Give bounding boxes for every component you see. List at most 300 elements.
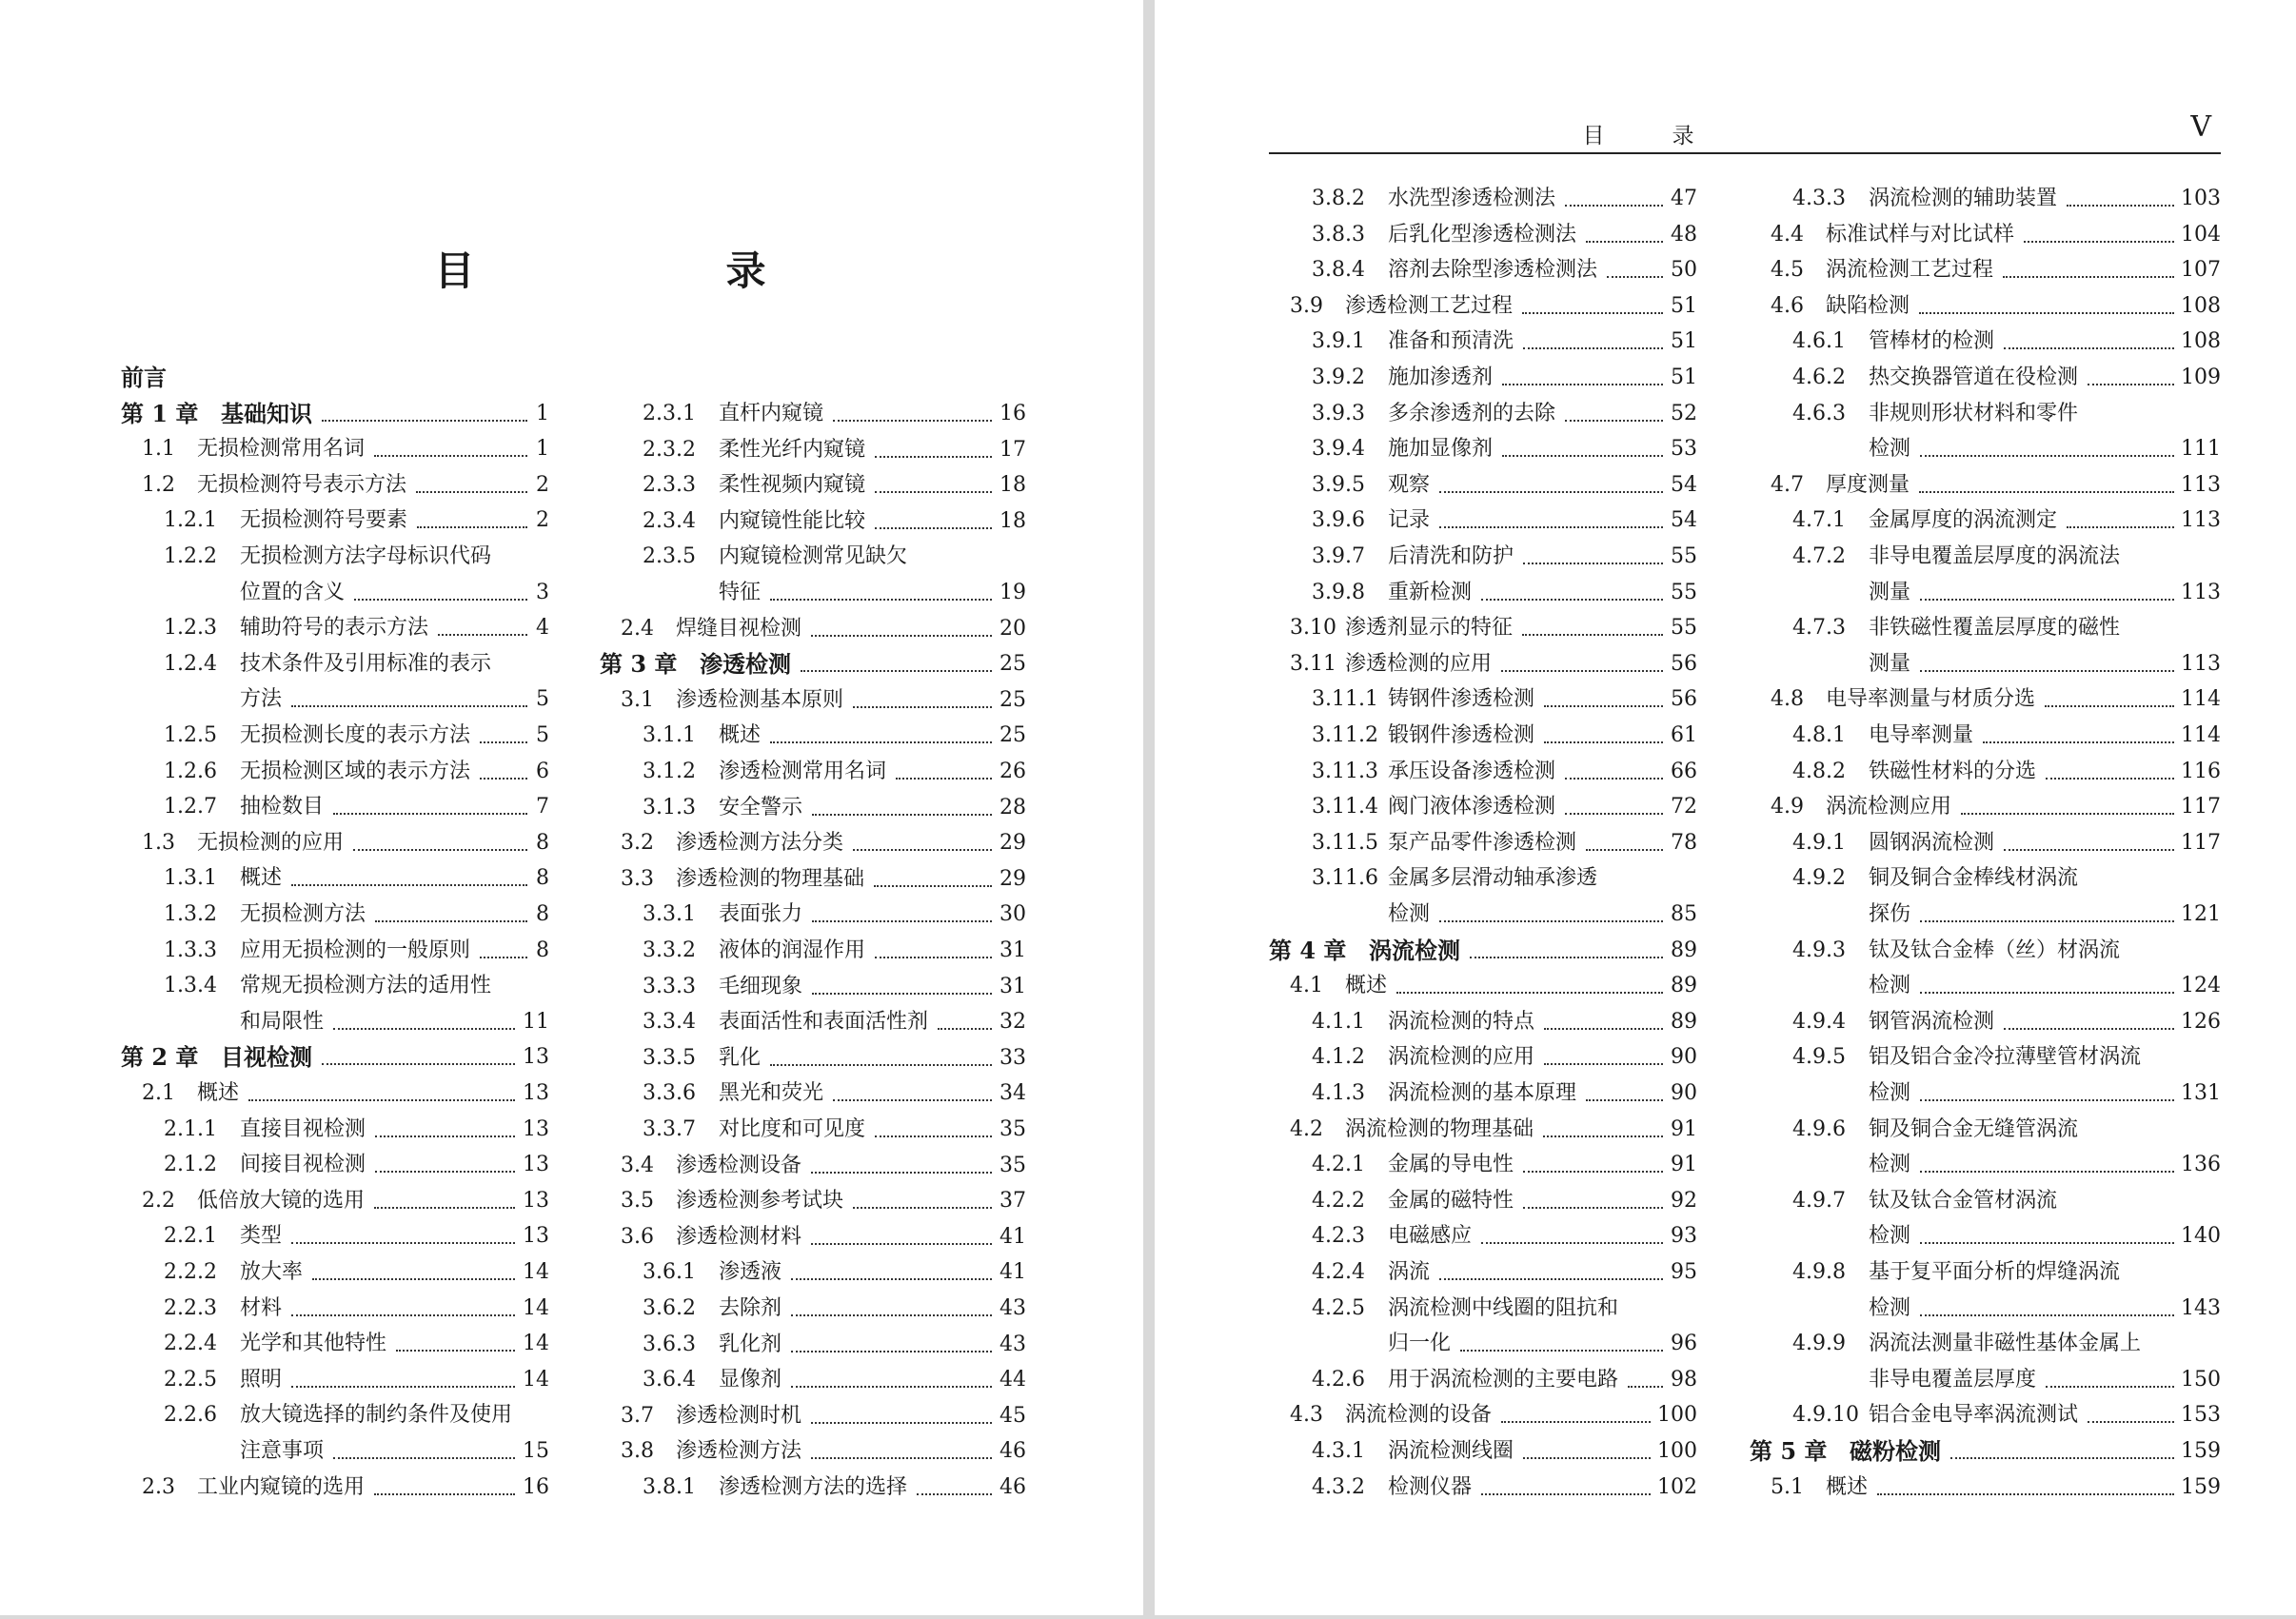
toc-entry-title: 类型 bbox=[240, 1224, 283, 1249]
toc-entry-title: 无损检测的应用 bbox=[197, 830, 345, 855]
toc-entry-title: 标准试样与对比试样 bbox=[1826, 222, 2015, 247]
toc-entry-page: 25 bbox=[1000, 652, 1026, 677]
toc-entry-page: 18 bbox=[1000, 473, 1026, 498]
toc-entry-number: 4.9 bbox=[1771, 795, 1804, 819]
toc-entry-title: 检测 bbox=[1869, 974, 1911, 998]
running-head-title: 目 录 bbox=[1582, 124, 1717, 148]
toc-entry[interactable] bbox=[1750, 1218, 2221, 1254]
toc-entry-page: 1 bbox=[536, 437, 549, 462]
toc-entry-number: 1.2.7 bbox=[164, 795, 217, 819]
toc-entry-page: 4 bbox=[536, 616, 549, 641]
toc-entry[interactable] bbox=[121, 1362, 549, 1397]
toc-entry-number: 3.5 bbox=[621, 1189, 654, 1214]
toc-entry-number: 2.3 bbox=[142, 1474, 175, 1499]
toc-entry-title: 涡流 bbox=[1388, 1260, 1431, 1284]
toc-entry-page: 102 bbox=[1657, 1474, 1697, 1499]
toc-entry-number: 第 1 章 bbox=[121, 399, 199, 427]
toc-entry-page: 121 bbox=[2181, 902, 2221, 926]
toc-entry-title: 检测 bbox=[1869, 1081, 1911, 1105]
toc-entry-page: 13 bbox=[523, 1153, 549, 1177]
toc-entry-title: 渗透剂显示的特征 bbox=[1345, 616, 1514, 641]
toc-entry[interactable] bbox=[1750, 1147, 2221, 1182]
toc-entry[interactable] bbox=[1269, 1470, 1697, 1505]
toc-entry-page: 48 bbox=[1671, 222, 1697, 247]
toc-entry-title: 记录 bbox=[1388, 508, 1431, 533]
toc-entry-title: 渗透检测的应用 bbox=[1345, 651, 1493, 676]
dot-leader bbox=[811, 600, 992, 637]
toc-entry-page: 30 bbox=[1000, 902, 1026, 927]
toc-entry[interactable] bbox=[1269, 1254, 1697, 1290]
toc-entry-number: 3.6.3 bbox=[643, 1332, 696, 1356]
toc-entry-number: 4.9.4 bbox=[1792, 1009, 1846, 1034]
toc-entry-title: 材料 bbox=[240, 1295, 283, 1320]
toc-entry-title: 基础知识 bbox=[221, 399, 312, 427]
toc-entry-page: 92 bbox=[1671, 1188, 1697, 1213]
dot-leader bbox=[1877, 1458, 2174, 1495]
toc-entry-page: 14 bbox=[523, 1332, 549, 1356]
toc-entry-number: 4.1.2 bbox=[1312, 1045, 1365, 1070]
toc-entry-title: 无损检测区域的表示方法 bbox=[240, 759, 471, 783]
toc-entry[interactable] bbox=[1750, 1076, 2221, 1111]
toc-entry-title: 渗透检测基本原则 bbox=[676, 687, 844, 712]
dot-leader bbox=[812, 779, 992, 816]
toc-entry-title: 观察 bbox=[1388, 472, 1431, 497]
toc-entry-number: 3.9.8 bbox=[1312, 580, 1365, 604]
toc-entry-title: 表面活性和表面活性剂 bbox=[719, 1010, 929, 1035]
toc-entry-title: 渗透检测 bbox=[700, 650, 791, 679]
toc-entry-number: 2.3.5 bbox=[643, 544, 696, 569]
toc-entry-title: 概述 bbox=[1826, 1474, 1869, 1499]
dot-leader bbox=[2046, 742, 2174, 780]
dot-leader bbox=[1501, 1386, 1651, 1423]
dot-leader bbox=[1983, 706, 2174, 743]
dot-leader bbox=[1439, 1243, 1663, 1280]
toc-entry-title: 涡流检测线圈 bbox=[1388, 1439, 1514, 1463]
toc-entry-number: 4.2.5 bbox=[1312, 1295, 1365, 1320]
toc-entry-page: 55 bbox=[1671, 616, 1697, 641]
dot-leader bbox=[1439, 885, 1663, 922]
toc-entry-page: 3 bbox=[536, 580, 549, 604]
dot-leader bbox=[1920, 563, 2174, 601]
toc-entry[interactable] bbox=[121, 503, 549, 538]
toc-entry-title: 电磁感应 bbox=[1388, 1224, 1473, 1249]
toc-entry-page: 104 bbox=[2181, 222, 2221, 247]
toc-entry-page: 56 bbox=[1671, 687, 1697, 712]
toc-entry-title: 柔性视频内窥镜 bbox=[719, 473, 866, 498]
toc-entry-title: 照明 bbox=[240, 1367, 283, 1392]
toc-entry-number: 3.11.5 bbox=[1312, 830, 1378, 855]
toc-entry-number: 3.9.4 bbox=[1312, 437, 1365, 462]
toc-entry-number: 4.8.1 bbox=[1792, 723, 1846, 747]
toc-entry-title: 概述 bbox=[240, 866, 283, 891]
dot-leader bbox=[1950, 1422, 2174, 1459]
toc-entry-page: 5 bbox=[536, 723, 549, 747]
toc-entry-number: 3.3.6 bbox=[643, 1081, 696, 1106]
toc-entry-title: 方法 bbox=[240, 687, 283, 712]
toc-entry-number: 4.9.9 bbox=[1792, 1332, 1846, 1356]
toc-entry-page: 47 bbox=[1671, 187, 1697, 210]
toc-entry-page: 56 bbox=[1671, 651, 1697, 676]
toc-entry-number: 4.3 bbox=[1290, 1403, 1323, 1428]
toc-entry-title: 间接目视检测 bbox=[240, 1153, 366, 1177]
dot-leader bbox=[248, 1064, 515, 1101]
toc-entry-number: 4.7.1 bbox=[1792, 508, 1846, 533]
toc-entry[interactable] bbox=[1750, 503, 2221, 538]
toc-entry-number: 2.2.1 bbox=[164, 1224, 217, 1249]
toc-entry-title: 渗透液 bbox=[719, 1260, 782, 1285]
toc-entry-title: 钛及钛合金棒（丝）材涡流 bbox=[1869, 938, 2121, 962]
toc-entry-page: 51 bbox=[1671, 329, 1697, 354]
toc-entry[interactable] bbox=[121, 610, 549, 645]
toc-entry-title: 渗透检测参考试块 bbox=[676, 1189, 844, 1214]
dot-leader bbox=[2067, 491, 2174, 528]
toc-entry-number: 第 5 章 bbox=[1750, 1437, 1828, 1465]
toc-entry[interactable] bbox=[1750, 1004, 2221, 1039]
toc-entry-number: 2.3.4 bbox=[643, 508, 696, 533]
toc-entry-number: 3.3.1 bbox=[643, 902, 696, 927]
dot-leader bbox=[2088, 348, 2174, 385]
dot-leader bbox=[312, 1243, 515, 1280]
toc-entry-number: 4.9.8 bbox=[1792, 1260, 1846, 1284]
toc-entry-title: 渗透检测设备 bbox=[676, 1153, 802, 1177]
toc-entry-number: 1.2.4 bbox=[164, 651, 217, 676]
toc-entry-number: 3.9.2 bbox=[1312, 365, 1365, 389]
toc-entry-page: 34 bbox=[1000, 1081, 1026, 1106]
toc-entry-page: 18 bbox=[1000, 508, 1026, 533]
toc-entry-page: 89 bbox=[1671, 974, 1697, 998]
toc-entry-page: 51 bbox=[1671, 293, 1697, 318]
toc-entry-number: 3.11.4 bbox=[1312, 795, 1378, 819]
toc-entry-page: 114 bbox=[2181, 723, 2221, 747]
toc-entry-number: 3.8.1 bbox=[643, 1475, 696, 1499]
toc-entry-page: 153 bbox=[2181, 1403, 2221, 1428]
toc-entry[interactable] bbox=[1750, 897, 2221, 932]
toc-entry-title: 检测 bbox=[1869, 1153, 1911, 1177]
toc-entry-title: 注意事项 bbox=[240, 1439, 325, 1463]
toc-entry-number: 3.6.1 bbox=[643, 1260, 696, 1285]
toc-entry-page: 2 bbox=[536, 508, 549, 533]
toc-entry-title: 渗透检测的物理基础 bbox=[676, 866, 865, 891]
toc-entry-page: 117 bbox=[2181, 795, 2221, 819]
dot-leader bbox=[291, 1207, 515, 1244]
toc-entry-number: 4.8 bbox=[1771, 687, 1804, 712]
toc-entry-number: 第 4 章 bbox=[1269, 936, 1347, 964]
toc-entry[interactable] bbox=[600, 1470, 1026, 1505]
dot-leader bbox=[1439, 456, 1663, 493]
toc-entry-page: 29 bbox=[1000, 831, 1026, 856]
toc-entry-page: 2 bbox=[536, 472, 549, 497]
toc-entry-title: 液体的润湿作用 bbox=[719, 938, 866, 962]
toc-entry-page: 100 bbox=[1657, 1439, 1697, 1463]
toc-entry-page: 31 bbox=[1000, 938, 1026, 962]
toc-entry-number: 1.2.2 bbox=[164, 544, 217, 568]
toc-entry-page: 126 bbox=[2181, 1009, 2221, 1034]
toc-entry[interactable] bbox=[1269, 825, 1697, 860]
dot-leader bbox=[812, 958, 992, 995]
toc-entry-number: 第 3 章 bbox=[600, 650, 678, 679]
toc-entry-number: 3.11.2 bbox=[1312, 723, 1378, 747]
dot-leader bbox=[770, 563, 992, 601]
toc-entry-page: 1 bbox=[536, 401, 549, 425]
toc-entry-number: 3.8.2 bbox=[1312, 187, 1365, 210]
toc-entry-title: 光学和其他特性 bbox=[240, 1332, 387, 1356]
toc-entry-page: 61 bbox=[1671, 723, 1697, 747]
toc-entry-number: 3.8 bbox=[621, 1439, 654, 1464]
dot-leader bbox=[791, 1279, 992, 1316]
toc-entry[interactable] bbox=[1750, 1291, 2221, 1326]
toc-entry-number: 1.1 bbox=[142, 437, 175, 462]
toc-entry-number: 3.11.1 bbox=[1312, 687, 1378, 712]
dot-leader bbox=[1920, 420, 2174, 457]
toc-entry-number: 4.6.1 bbox=[1792, 329, 1846, 354]
toc-entry-page: 117 bbox=[2181, 830, 2221, 855]
toc-entry-title: 低倍放大镜的选用 bbox=[197, 1188, 366, 1213]
dot-leader bbox=[1961, 778, 2174, 815]
toc-entry[interactable] bbox=[1750, 575, 2221, 610]
dot-leader bbox=[833, 385, 992, 422]
toc-entry-page: 108 bbox=[2181, 329, 2221, 354]
toc-entry-number: 4.6.3 bbox=[1792, 401, 1846, 425]
dot-leader bbox=[1523, 1422, 1651, 1459]
toc-entry-page: 124 bbox=[2181, 974, 2221, 998]
toc-entry-page: 55 bbox=[1671, 580, 1697, 604]
toc-entry-page: 14 bbox=[523, 1367, 549, 1392]
toc-entry-page: 28 bbox=[1000, 795, 1026, 819]
dot-leader bbox=[811, 1387, 992, 1424]
toc-entry-title: 厚度测量 bbox=[1826, 472, 1910, 497]
toc-entry-title: 测量 bbox=[1869, 651, 1911, 676]
toc-entry-number: 4.5 bbox=[1771, 258, 1804, 283]
toc-entry-title: 渗透检测时机 bbox=[676, 1403, 802, 1428]
toc-entry[interactable] bbox=[600, 503, 1026, 539]
toc-entry-number: 2.1.2 bbox=[164, 1153, 217, 1177]
toc-entry-number: 3.3.5 bbox=[643, 1045, 696, 1070]
dot-leader bbox=[1396, 957, 1663, 994]
toc-entry-title: 涡流检测 bbox=[1369, 936, 1460, 964]
toc-entry-title: 多余渗透剂的去除 bbox=[1388, 401, 1556, 425]
toc-entry-title: 无损检测符号要素 bbox=[240, 508, 408, 533]
dot-leader bbox=[2004, 814, 2174, 851]
toc-entry-number: 4.9.7 bbox=[1792, 1188, 1846, 1213]
toc-entry-page: 109 bbox=[2181, 365, 2221, 389]
toc-entry-title: 铜及铜合金无缝管涡流 bbox=[1869, 1116, 2079, 1141]
toc-entry-number: 4.1.3 bbox=[1312, 1081, 1365, 1105]
toc-entry-title: 溶剂去除型渗透检测法 bbox=[1388, 258, 1598, 283]
toc-entry-title: 非铁磁性覆盖层厚度的磁性 bbox=[1869, 616, 2121, 641]
toc-entry-title: 应用无损检测的一般原则 bbox=[240, 938, 471, 962]
toc-entry-number: 4.3.2 bbox=[1312, 1474, 1365, 1499]
toc-entry-title: 柔性光纤内窥镜 bbox=[719, 437, 866, 462]
toc-entry-number: 3.6 bbox=[621, 1224, 654, 1249]
toc-entry-number: 3.6.4 bbox=[643, 1368, 696, 1392]
toc-entry-number: 4.2 bbox=[1290, 1116, 1323, 1141]
toc-entry-number: 4.7 bbox=[1771, 472, 1804, 497]
toc-entry-page: 53 bbox=[1671, 437, 1697, 462]
toc-entry-page: 66 bbox=[1671, 759, 1697, 783]
dot-leader bbox=[291, 1351, 515, 1388]
page-title: 目 录 bbox=[434, 247, 823, 294]
toc-entry-page: 50 bbox=[1671, 258, 1697, 283]
dot-leader bbox=[1920, 1064, 2174, 1101]
toc-entry-title: 渗透检测方法分类 bbox=[676, 831, 844, 856]
toc-entry-page: 43 bbox=[1000, 1332, 1026, 1356]
toc-entry-title: 涡流检测的辅助装置 bbox=[1869, 187, 2058, 210]
dot-leader bbox=[811, 1136, 992, 1174]
toc-entry-page: 13 bbox=[523, 1224, 549, 1249]
toc-entry-title: 基于复平面分析的焊缝涡流 bbox=[1869, 1260, 2121, 1284]
toc-entry-page: 35 bbox=[1000, 1153, 1026, 1177]
toc-entry-title: 黑光和荧光 bbox=[719, 1081, 824, 1106]
toc-entry-title: 焊缝目视检测 bbox=[676, 616, 802, 641]
toc-entry-number: 2.1 bbox=[142, 1081, 175, 1105]
toc-entry-page: 90 bbox=[1671, 1045, 1697, 1070]
toc-entry-number: 4.2.6 bbox=[1312, 1367, 1365, 1392]
toc-entry-number: 4.2.3 bbox=[1312, 1224, 1365, 1249]
toc-entry-page: 41 bbox=[1000, 1224, 1026, 1249]
dot-leader bbox=[791, 1243, 992, 1280]
toc-entry-page: 107 bbox=[2181, 258, 2221, 283]
toc-entry-title: 钢管涡流检测 bbox=[1869, 1009, 1995, 1034]
dot-leader bbox=[2045, 670, 2174, 707]
toc-entry-title: 和局限性 bbox=[240, 1009, 325, 1034]
toc-entry-title: 表面张力 bbox=[719, 902, 803, 927]
toc-entry-number: 1.3.3 bbox=[164, 938, 217, 962]
toc-entry-title: 无损检测常用名词 bbox=[197, 437, 366, 462]
toc-entry-title: 锻钢件渗透检测 bbox=[1388, 723, 1535, 747]
toc-entry-number: 2.4 bbox=[621, 616, 654, 641]
toc-entry-page: 111 bbox=[2181, 437, 2221, 462]
dot-leader bbox=[1481, 1458, 1651, 1495]
toc-entry-title: 毛细现象 bbox=[719, 974, 803, 998]
toc-entry-number: 4.7.3 bbox=[1792, 616, 1846, 641]
toc-entry-number: 1.3.2 bbox=[164, 902, 217, 926]
dot-leader bbox=[2004, 312, 2174, 349]
toc-entry-number: 3.3.2 bbox=[643, 938, 696, 962]
toc-entry-title: 后清洗和防护 bbox=[1388, 544, 1514, 568]
toc-entry-number: 3.9 bbox=[1290, 293, 1323, 318]
toc-entry-page: 114 bbox=[2181, 687, 2221, 712]
toc-entry-title: 非导电覆盖层厚度 bbox=[1869, 1367, 2037, 1392]
toc-entry-number: 2.2.6 bbox=[164, 1403, 217, 1428]
toc-entry-page: 91 bbox=[1671, 1153, 1697, 1177]
right-page bbox=[1155, 0, 2296, 1615]
toc-entry-title: 钛及钛合金管材涡流 bbox=[1869, 1188, 2058, 1213]
toc-entry[interactable] bbox=[1750, 360, 2221, 395]
toc-entry-page: 113 bbox=[2181, 651, 2221, 676]
toc-entry-page: 41 bbox=[1000, 1260, 1026, 1285]
toc-entry-title: 归一化 bbox=[1388, 1332, 1452, 1356]
toc-entry-title: 热交换器管道在役检测 bbox=[1869, 365, 2079, 389]
toc-entry-number: 4.9.6 bbox=[1792, 1116, 1846, 1141]
toc-entry-number: 4.8.2 bbox=[1792, 759, 1846, 783]
dot-leader bbox=[322, 1028, 515, 1065]
toc-entry-page: 16 bbox=[523, 1474, 549, 1499]
dot-leader bbox=[2024, 206, 2174, 243]
toc-entry-page: 54 bbox=[1671, 472, 1697, 497]
dot-leader bbox=[1920, 1279, 2174, 1316]
toc-entry-number: 1.2.3 bbox=[164, 616, 217, 641]
toc-entry-title: 圆钢涡流检测 bbox=[1869, 830, 1995, 855]
dot-leader bbox=[1920, 1207, 2174, 1244]
toc-entry-page: 13 bbox=[523, 1081, 549, 1105]
dot-leader bbox=[1481, 1207, 1663, 1244]
toc-entry-title: 概述 bbox=[1345, 974, 1388, 998]
dot-leader bbox=[811, 1422, 992, 1459]
toc-entry-page: 143 bbox=[2181, 1295, 2221, 1320]
toc-entry-number: 2.3.2 bbox=[643, 437, 696, 462]
toc-entry[interactable] bbox=[1750, 825, 2221, 860]
toc-entry-title: 探伤 bbox=[1869, 902, 1911, 926]
toc-entry-number: 2.2.2 bbox=[164, 1260, 217, 1284]
toc-entry-title: 检测 bbox=[1869, 1295, 1911, 1320]
toc-entry-page: 51 bbox=[1671, 365, 1697, 389]
toc-entry-number: 第 2 章 bbox=[121, 1043, 199, 1072]
toc-entry-title: 安全警示 bbox=[719, 795, 803, 819]
toc-entry-number: 4.2.4 bbox=[1312, 1260, 1365, 1284]
toc-entry-page: 29 bbox=[1000, 866, 1026, 891]
toc-entry[interactable] bbox=[1750, 1470, 2221, 1505]
toc-entry-title: 检测 bbox=[1388, 902, 1431, 926]
toc-entry-title: 涡流检测的应用 bbox=[1388, 1045, 1535, 1070]
toc-entry-number: 1.2 bbox=[142, 472, 175, 497]
toc-entry-title: 用于涡流检测的主要电路 bbox=[1388, 1367, 1619, 1392]
toc-entry-number: 3.1.2 bbox=[643, 760, 696, 783]
toc-entry-number: 3.9.5 bbox=[1312, 472, 1365, 497]
toc-entry-number: 4.7.2 bbox=[1792, 544, 1846, 568]
dot-leader bbox=[770, 706, 992, 743]
toc-entry-number: 3.1 bbox=[621, 687, 654, 712]
dot-leader bbox=[291, 1279, 515, 1316]
toc-entry[interactable] bbox=[121, 933, 549, 968]
toc-entry-number: 2.2.5 bbox=[164, 1367, 217, 1392]
toc-entry-page: 150 bbox=[2181, 1367, 2221, 1392]
dot-leader bbox=[333, 1422, 515, 1459]
toc-entry-title: 金属厚度的涡流测定 bbox=[1869, 508, 2058, 533]
toc-entry-page: 16 bbox=[1000, 402, 1026, 425]
toc-entry-number: 4.9.2 bbox=[1792, 866, 1846, 891]
toc-entry-page: 11 bbox=[523, 1009, 549, 1034]
toc-entry-title: 对比度和可见度 bbox=[719, 1117, 866, 1141]
dot-leader bbox=[811, 1208, 992, 1245]
toc-entry-title: 重新检测 bbox=[1388, 580, 1473, 604]
toc-entry-number: 3.4 bbox=[621, 1153, 654, 1177]
toc-entry-number: 3.7 bbox=[621, 1403, 654, 1428]
toc-entry-title: 非导电覆盖层厚度的涡流法 bbox=[1869, 544, 2121, 568]
toc-entry-page: 43 bbox=[1000, 1296, 1026, 1320]
toc-entry-number: 3.10 bbox=[1290, 616, 1336, 641]
dot-leader bbox=[1501, 635, 1663, 672]
toc-entry-number: 3.8.4 bbox=[1312, 258, 1365, 283]
toc-entry-title: 非规则形状材料和零件 bbox=[1869, 401, 2079, 425]
toc-entry-number: 3.11.3 bbox=[1312, 759, 1378, 783]
toc-entry-title: 渗透检测方法的选择 bbox=[719, 1475, 908, 1499]
toc-entry-title: 涡流检测的基本原理 bbox=[1388, 1081, 1577, 1105]
toc-entry-number: 4.9.3 bbox=[1792, 938, 1846, 962]
toc-entry-page: 89 bbox=[1671, 938, 1697, 962]
toc-entry-page: 7 bbox=[536, 795, 549, 819]
dot-leader bbox=[1502, 348, 1663, 385]
toc-entry-page: 108 bbox=[2181, 293, 2221, 318]
toc-entry-title: 涡流检测工艺过程 bbox=[1826, 258, 1994, 283]
dot-leader bbox=[1919, 277, 2174, 314]
toc-entry-number: 3.2 bbox=[621, 831, 654, 856]
toc-entry-title: 电导率测量与材质分选 bbox=[1826, 687, 2036, 712]
toc-entry-page: 31 bbox=[1000, 974, 1026, 998]
toc-entry-page: 14 bbox=[523, 1260, 549, 1284]
toc-entry[interactable] bbox=[121, 1470, 549, 1505]
toc-entry-number: 3.8.3 bbox=[1312, 222, 1365, 247]
toc-entry-title: 无损检测符号表示方法 bbox=[197, 472, 407, 497]
